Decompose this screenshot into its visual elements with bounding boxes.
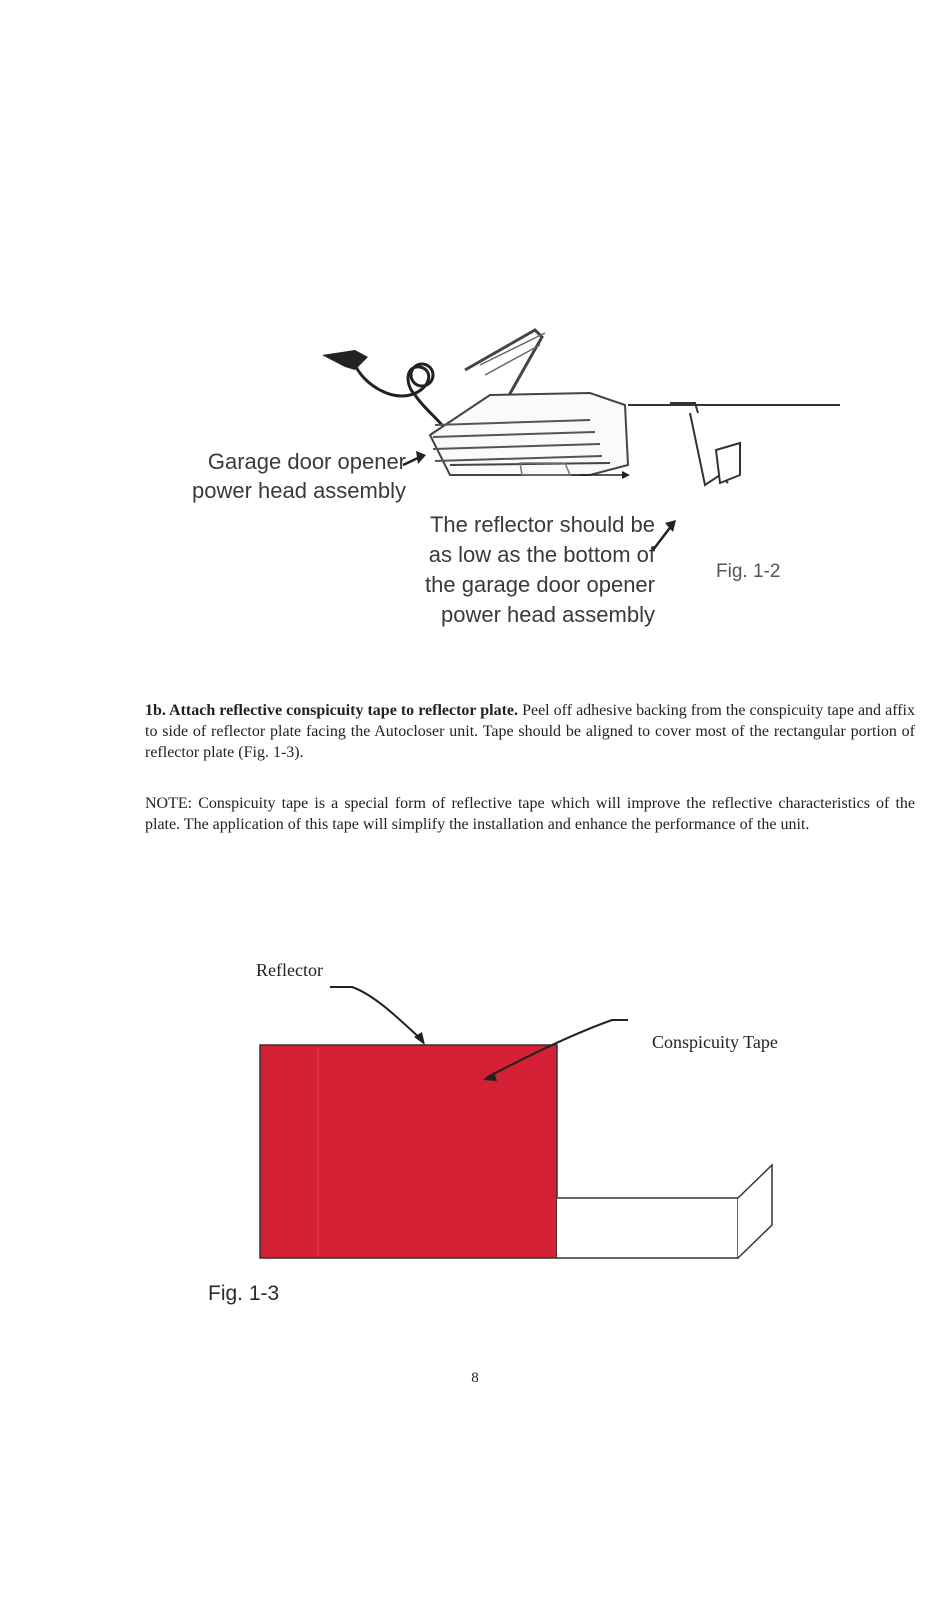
- conspicuity-tape-area: [260, 1045, 557, 1258]
- reflector-note-line: the garage door opener: [425, 572, 655, 597]
- reflector-label: Reflector: [256, 960, 323, 980]
- reflector-note-line: as low as the bottom of: [428, 542, 655, 567]
- opener-label: [166, 447, 406, 505]
- figure-1-3: [200, 960, 850, 1310]
- reflector-note-line: power head assembly: [440, 602, 655, 627]
- reflector-bracket: [716, 443, 740, 483]
- figure-caption: Fig. 1-2: [716, 561, 781, 582]
- note-paragraph: NOTE: Conspicuity tape is a special form of reflective tape which will improve the reflective characteristics of the plate. The application of this tape will simplify the installation and enhance the performance of the unit.: [145, 795, 915, 833]
- step-1b-lead: 1b. Attach reflective conspicuity tape to reflector plate.: [145, 702, 519, 719]
- reflector-height-note: [395, 510, 655, 630]
- step-1b-paragraph: [145, 700, 915, 763]
- opener-label-line: Garage door opener: [207, 449, 406, 474]
- reflector-plate-base: [557, 1198, 738, 1258]
- reflector-note-line: The reflector should be: [429, 512, 655, 537]
- step-1b-body: Peel off adhesive backing from the conspicuity tape and affix to side of reflector plate facing the Autocloser unit. Tape should be aligned to cover most of the rectangular portion of reflector plate (Fig. 1-3).: [145, 702, 916, 761]
- reflector-plate-diagram: [200, 960, 850, 1310]
- power-plug-icon: [322, 350, 368, 370]
- figure-1-2: [150, 325, 870, 645]
- conspicuity-tape-label: Conspicuity Tape: [652, 1032, 778, 1052]
- figure-caption: Fig. 1-3: [208, 1282, 280, 1305]
- reflector-plate-flange: [738, 1165, 772, 1258]
- opener-label-line: power head assembly: [191, 478, 406, 503]
- page-number: 8: [471, 1370, 479, 1386]
